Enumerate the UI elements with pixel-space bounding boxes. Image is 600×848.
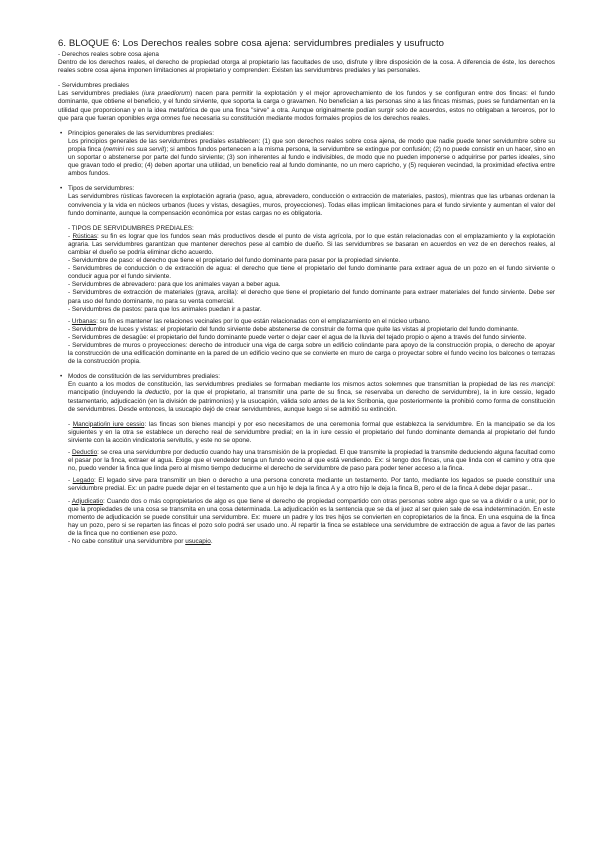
tipos-paragraph: Las servidumbres rústicas favorecen la explotación agraria (paso, agua, abrevadero, conducción o extracción de materiales, pastos), mientras que las urbanas ordenan la convivencia y la vida en núcleos urbanos (luces y vistas, desagües, muros, proyecciones). Todas ellas implican limitaciones para el fundo sirviente y aumentan el valor del fundo dominante, aunque la compensación económica por estas cargas no es obligatoria.	[68, 193, 555, 217]
modos-item-text: : se crea una servidumbre por deductio cuando hay una transmisión de la propiedad. El que transmite la propiedad la transmite deduciendo alguna facultad como el pasar por la finca, extraer el agua. Exige que el vendedor tenga un fundo vecino al que está vendiendo. Ex: si tengo dos fincas, una que linda con el camino y otra que no, puedo vender la finca que linda pero al mismo tiempo deducirme el derecho de servidumbre de paso para poder tener acceso a la finca.	[68, 449, 555, 473]
servidumbres-text-b: ) nacen para permitir la explotación y el mejor aprovechamiento de los fundos y se configuran entre dos fincas: el fundo dominante, que obtiene el beneficio, y el fundo sirviente, que soporta la carga o gravamen. No benefician a las personas sino a las fincas mismas, pues se fundamentan en la utilidad que proporcionan y en la idea metafórica de que una finca "sirve" a otra. Aunque originalmente podían surgir solo de acuerdos, estos no obligaban a terceros, por lo que para que fueran oponibles	[58, 90, 555, 122]
section-label-servidumbres: - Servidumbres prediales	[58, 82, 130, 90]
modos-item: - Legado: El legado sirve para transmitir un bien o derecho a una persona concreta mediante un testamento. Por tanto, mediante los legados se puede constituir una servidumbre predial. Ex: un padre puede dejar en el testamento que a un hijo le deja la finca A y a otro hijo le deja la finca B, pero el de la finca A debe dejar pasar...	[68, 477, 555, 493]
section-label-ajena: - Derechos reales sobre cosa ajena	[58, 51, 159, 58]
bullet-principios	[58, 130, 555, 179]
modos-item-text: : El legado sirve para transmitir un bien o derecho a una persona concreta mediante un testamento. Por tanto, mediante los legados se puede constituir una servidumbre predial. Ex: un padre puede dejar en el testamento que a un hijo le deja la finca A y a otro hijo le deja la finca B, pero el de la finca A debe dejar pasar...	[68, 477, 555, 493]
final-line-label: usucapio	[185, 537, 211, 545]
final-line: - No cabe constituir una servidumbre por usucapio.	[68, 537, 213, 545]
principios-text-b: ); si ambos fundos pertenecen a la misma persona, la servidumbre se extingue por confusión; (2) no puede consistir en un hacer, sino en un soportar o abstenerse por parte del fundo sirviente; (3) son inherentes al fundo e indivisibles, de modo que no pueden imponerse o adquirirse por partes ideales, sino que gravan todo el predio; (4) deben aportar una utilidad, un beneficio real al fundo dominante, no un mero capricho, y (5) requieren vecindad, la proximidad efectiva entre ambos fundos.	[68, 145, 555, 178]
servidumbres-text-a: Las servidumbres prediales (	[58, 90, 145, 98]
modos-list-block	[58, 421, 555, 546]
modos-text-c: , por la que el propietario, al transmitir una parte de su finca, se reservaba un derecho de servidumbre), la in iure cessio, legado testamentario, adjudicación (en la división de patrimonios) y la usucapión, válida solo antes de la lex Scribonia, que posteriormente la prohibió como forma de constitución de servidumbres. Desde entonces, la usucapio dejó de crear servidumbres, aunque luego si se admitió su extinción.	[68, 389, 555, 413]
modos-text-b: : mancipatio (incluyendo la	[68, 381, 555, 397]
rusticas-text: : su fin es lograr que los fundos sean más productivos desde el punto de vista agrícola, por lo que están relacionadas con el emplazamiento y la explotación agraria. Las servidumbres garantizan que mantener derechos pese al cambio de dueño. Si las servidumbres se basaran en acuerdos en vez de en derechos reales, al cambiar el dueño se podría eliminar dicho acuerdo.	[68, 232, 555, 256]
page-title: 6. BLOQUE 6: Los Derechos reales sobre cosa ajena: servidumbres prediales y usufructo	[58, 38, 445, 49]
latin-res-mancipi: res mancipi	[519, 381, 554, 389]
modos-item-label: Legado	[72, 477, 95, 485]
principios-text-a: Los principios generales de las servidumbres prediales establecen: (1) que son derechos reales sobre cosa ajena, de modo que nadie puede tener servidumbre sobre su propia finca (	[68, 137, 555, 153]
urbanas-item: - Servidumbre de luces y vistas: el propietario del fundo sirviente debe abstenerse de construir de forma que quite las vistas al propietario del fundo dominante.	[68, 325, 519, 333]
latin-iura-praediorum: iura praediorum	[144, 90, 191, 98]
tipos-list-block	[58, 225, 555, 367]
principios-heading: Principios generales de las servidumbres prediales:	[68, 129, 214, 137]
modos-item-label: Mancipatio/in iure cessio	[72, 420, 145, 428]
latin-erga-omnes: erga omnes	[146, 114, 181, 122]
bullet-tipos	[58, 185, 555, 217]
modos-item-text: : las fincas son bienes mancipi y por eso necesitamos de una ceremonia formal que establezca la servidumbre. En la mancipatio se da los siguientes y en la otra se establece un derecho real de servidumbre predial; en la in iure cessio el propietario del fundo dominante demanda al propietario del fundo sirviente con la acción vindicatoria servitutis, y este no se opone.	[68, 420, 555, 444]
tipos-heading: Tipos de servidumbres:	[68, 185, 135, 193]
modos-paragraph	[68, 381, 555, 413]
modos-heading: Modos de constitución de las servidumbres prediales:	[68, 373, 221, 381]
final-line-text: - No cabe constituir una servidumbre por	[68, 537, 186, 545]
rusticas-item: - Servidumbre de paso: el derecho que tiene el propietario del fundo dominante para pasar por la propiedad sirviente.	[68, 257, 401, 265]
rusticas-label: Rústicas	[72, 232, 98, 240]
intro-paragraph: Dentro de los derechos reales, el derecho de propiedad otorga al propietario las facultades de uso, disfrute y libre disposición de la cosa. A diferencia de éste, los derechos reales sobre cosa ajena imponen limitaciones al propietario y comprenden: Existen las servidumbres prediales y las personales.	[58, 59, 555, 75]
modos-item: - Adjudicatio: Cuando dos o más copropietarios de algo es que tiene el derecho de propiedad compartido con otras personas sobre algo que se va a dividir o a unir, por lo que la propiedades de una cosa se transmita en una cosa determinada. La adjudicación es la sentencia que se da el juez al ser quien sale de esa indeterminación. En este momento de adjudicación se puede constituir una servidumbre. Ex: muere un padre y los tres hijos se convierten en copropietarios de la finca. En una esquina de la finca hay un pozo, pero si se reparten las fincas el pozo solo podrá ser usado uno. Al repartir la finca se establece una servidumbre de extracción de agua a favor de las partes de la finca que no contienen ese pozo.	[68, 497, 555, 537]
rusticas-paragraph: - Rústicas: su fin es lograr que los fundos sean más productivos desde el punto de vista agrícola, por lo que están relacionadas con el emplazamiento y la explotación agraria. Las servidumbres garantizan que mantener derechos pese al cambio de dueño. Si las servidumbres se basaran en acuerdos en vez de en derechos reales, al cambiar el dueño se podría eliminar dicho acuerdo.	[68, 232, 555, 256]
servidumbres-paragraph	[58, 90, 555, 122]
principios-paragraph	[68, 138, 555, 178]
urbanas-label: Urbanas	[71, 317, 97, 325]
rusticas-item: - Servidumbres de conducción o de extracción de agua: el derecho que tiene el propietario del fundo dominante para extraer agua de un pozo en el fundo sirviente o conducir agua por el fundo sirviente.	[68, 265, 555, 281]
modos-item: - Deductio: se crea una servidumbre por deductio cuando hay una transmisión de la propiedad. El que transmite la propiedad la transmite deduciendo alguna facultad como el pasar por la finca, extraer el agua. Exige que el vendedor tenga un fundo vecino al que está vendiendo. Ex: si tengo dos fincas, una que linda con el camino y otra que no, puedo vender la finca que linda pero al mismo tiempo deducirme el derecho de servidumbre de paso para poder tener acceso a la finca.	[68, 449, 555, 473]
modos-text-a: En cuanto a los modos de constitución, las servidumbres prediales se formaban mediante los mismos actos solemnes que transmitían la propiedad de las	[68, 381, 520, 389]
urbanas-item: - Servidumbres de muros o proyecciones: derecho de introducir una viga de carga sobre un edificio colindante para apoyo de la construcción propia, o derecho de apoyar la construcción de una edificación dominante en la pared de un edificio vecino que se convierte en muro de carga o proyectar sobre el fundo vecino los balcones o terrazas de la construcción propia.	[68, 342, 555, 366]
latin-nemini: nemini res sua servit	[105, 145, 165, 153]
urbanas-paragraph: - Urbanas: su fin es mantener las relaciones vecinales por lo que están relacionadas con el emplazamiento en el núcleo urbano.	[68, 317, 431, 325]
bullet-dot-icon: •	[60, 373, 63, 381]
modos-item: - Mancipatio/in iure cessio: las fincas son bienes mancipi y por eso necesitamos de una ceremonia formal que establezca la servidumbre. En la mancipatio se da los siguientes y en la otra se establece un derecho real de servidumbre predial; en la in iure cessio el propietario del fundo dominante demanda al propietario del fundo sirviente con la acción vindicatoria servitutis, y este no se opone.	[68, 420, 555, 444]
urbanas-text: : su fin es mantener las relaciones vecinales por lo que están relacionadas con el emplazamiento en el núcleo urbano.	[96, 317, 431, 325]
urbanas-item: - Servidumbres de desagüe: el propietario del fundo dominante puede verter o dejar caer el agua de la lluvia del tejado propio o ajeno a través del fundo sirviente.	[68, 333, 527, 341]
modos-item-text: : Cuando dos o más copropietarios de algo es que tiene el derecho de propiedad compartido con otras personas sobre algo que se va a dividir o a unir, por lo que la propiedades de una cosa se transmita en una cosa determinada. La adjudicación es la sentencia que se da el juez al ser quien sale de esa indeterminación. En este momento de adjudicación se puede constituir una servidumbre. Ex: muere un padre y los tres hijos se convierten en copropietarios de la finca. En una esquina de la finca hay un pozo, pero si se reparten las fincas el pozo solo podrá ser usado uno. Al repartir la finca se establece una servidumbre de extracción de agua a favor de las partes de la finca que no contienen ese pozo.	[68, 497, 555, 537]
bullet-dot-icon: •	[60, 129, 63, 137]
servidumbres-text-c: fue necesaria su constitución mediante modos formales propios de los derechos reales.	[180, 114, 431, 122]
modos-item-label: Adjudicatio	[71, 497, 104, 505]
rusticas-item: - Servidumbres de extracción de materiales (grava, arcilla): el derecho que tiene el propietario del fundo dominante para extraer materiales del fundo sirviente. Debe ser para uso del fundo dominante, no para su venta comercial.	[68, 289, 555, 305]
rusticas-item: - Servidumbres de pastos: para que los animales puedan ir a pastar.	[68, 305, 262, 313]
tipos-list-heading: - TIPOS DE SERVIDUMBRES PREDIALES:	[68, 224, 194, 232]
bullet-modos	[58, 373, 555, 413]
bullet-dot-icon: •	[60, 185, 63, 193]
latin-deductio: deductio	[145, 389, 170, 397]
modos-item-label: Deductio	[71, 449, 98, 457]
rusticas-item: - Servidumbres de abrevadero: para que los animales vayan a beber agua.	[68, 281, 281, 289]
